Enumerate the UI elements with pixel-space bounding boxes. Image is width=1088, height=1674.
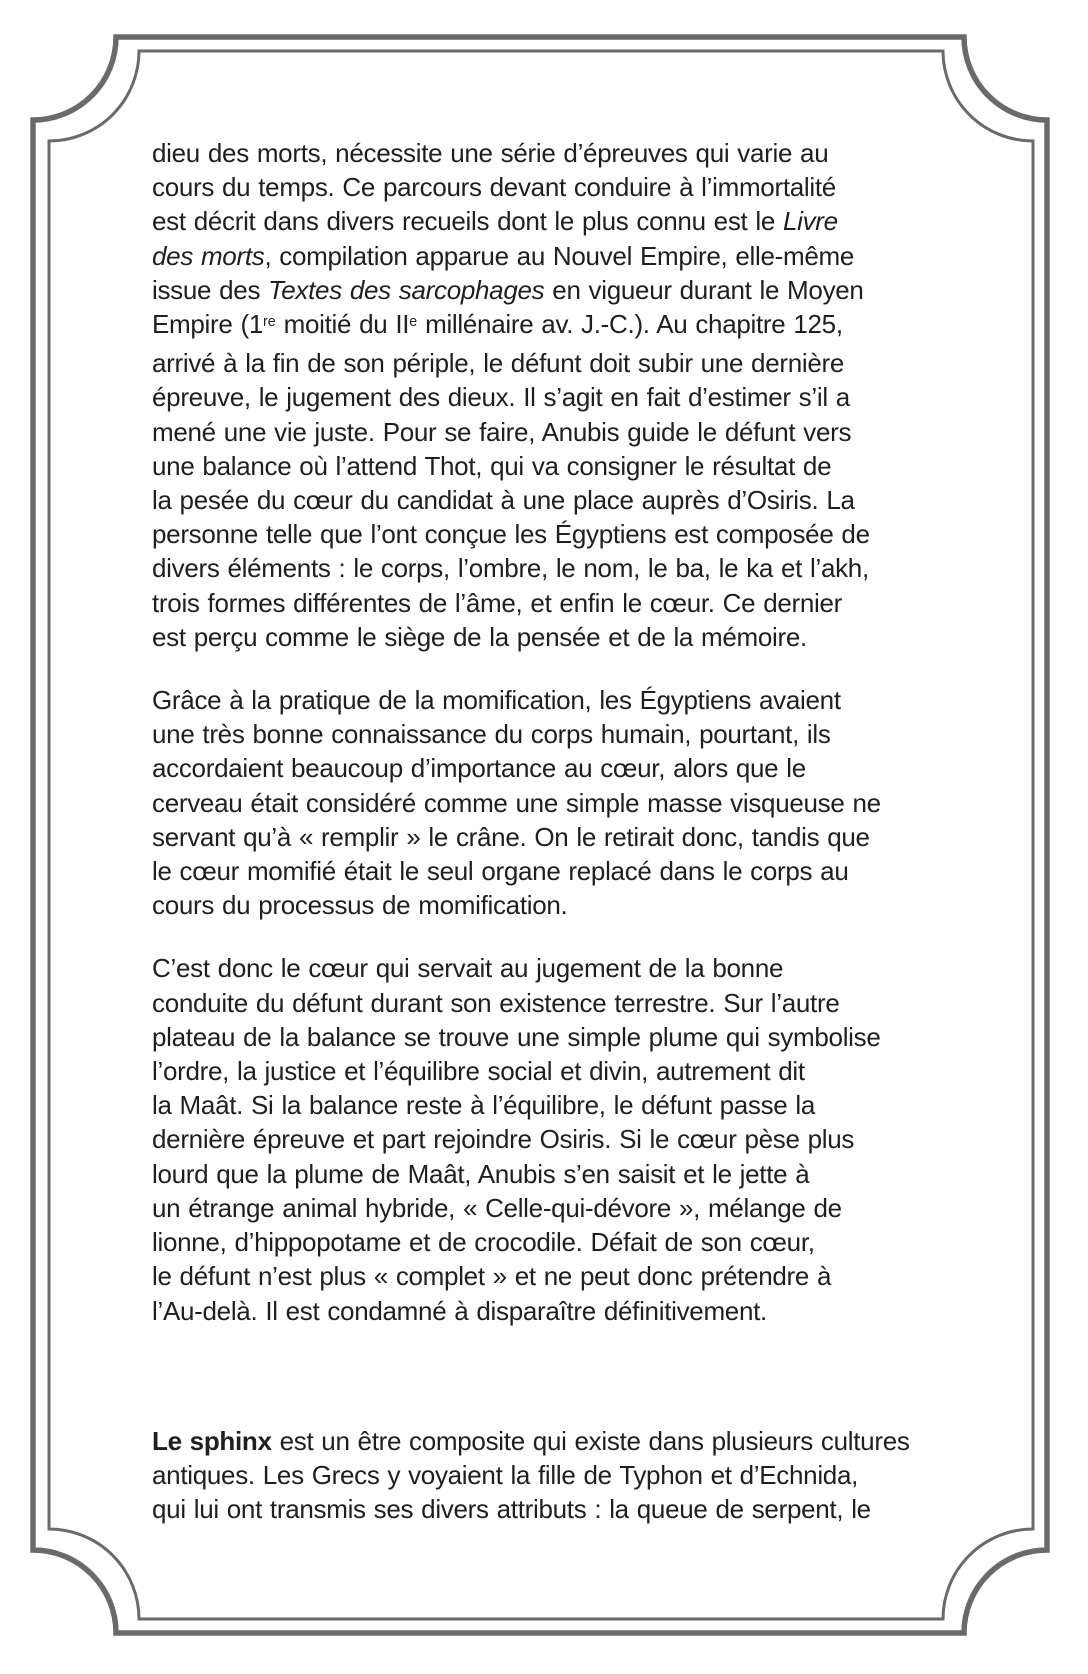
text-line: Grâce à la pratique de la momification, les Égyptiens avaient: [152, 685, 841, 716]
page-text: [152, 136, 964, 1526]
text-line: conduite du défunt durant son existence terrestre. Sur l’autre: [152, 987, 840, 1018]
text-line: cours du processus de momification.: [152, 890, 568, 921]
text-line: la pesée du cœur du candidat à une place auprès d’Osiris. La: [152, 485, 855, 516]
text-line: est décrit dans divers recueils dont le plus connu est le Livre: [152, 206, 838, 237]
paragraph-le-sphinx: [152, 1424, 964, 1527]
text-line: est perçu comme le siège de la pensée et de la mémoire.: [152, 621, 807, 652]
text-line: des morts, compilation apparue au Nouvel Empire, elle-même: [152, 240, 855, 271]
text-line: l’ordre, la justice et l’équilibre social et divin, autrement dit: [152, 1056, 805, 1087]
text-line: personne telle que l’ont conçue les Égyptiens est composée de: [152, 519, 870, 550]
text-line: un étrange animal hybride, « Celle-qui-dévore », mélange de: [152, 1192, 842, 1223]
text-line: le défunt n’est plus « complet » et ne peut donc prétendre à: [152, 1261, 832, 1292]
text-line: divers éléments : le corps, l’ombre, le nom, le ba, le ka et l’akh,: [152, 553, 869, 584]
text-line: une très bonne connaissance du corps humain, pourtant, ils: [152, 719, 831, 750]
paragraph-jugement-des-dieux: [152, 136, 964, 654]
text-line: dieu des morts, nécessite une série d’épreuves qui varie au: [152, 138, 829, 168]
text-line: une balance où l’attend Thot, qui va consigner le résultat de: [152, 450, 832, 481]
text-line: cours du temps. Ce parcours devant conduire à l’immortalité: [152, 172, 836, 203]
text-line: lionne, d’hippopotame et de crocodile. Défait de son cœur,: [152, 1227, 815, 1258]
text-line: mené une vie juste. Pour se faire, Anubis guide le défunt vers: [152, 416, 852, 447]
text-line: Empire (1re moitié du IIe millénaire av. J.-C.). Au chapitre 125,: [152, 309, 843, 340]
paragraph-momification: [152, 683, 964, 922]
text-line: l’Au-delà. Il est condamné à disparaître définitivement.: [152, 1295, 767, 1326]
text-line: le cœur momifié était le seul organe replacé dans le corps au: [152, 856, 849, 887]
text-line: épreuve, le jugement des dieux. Il s’agit en fait d’estimer s’il a: [152, 382, 850, 413]
text-line: accordaient beaucoup d’importance au cœur, alors que le: [152, 753, 806, 784]
text-line: Le sphinx est un être composite qui existe dans plusieurs cultures: [152, 1425, 910, 1456]
text-line: antiques. Les Grecs y voyaient la fille de Typhon et d’Echnida,: [152, 1459, 859, 1490]
text-line: trois formes différentes de l’âme, et enfin le cœur. Ce dernier: [152, 587, 843, 618]
text-line: la Maât. Si la balance reste à l’équilibre, le défunt passe la: [152, 1090, 816, 1121]
text-line: servant qu’à « remplir » le crâne. On le retirait donc, tandis que: [152, 821, 870, 852]
text-line: issue des Textes des sarcophages en vigueur durant le Moyen: [152, 274, 864, 305]
text-line: C’est donc le cœur qui servait au jugement de la bonne: [152, 953, 784, 984]
text-line: plateau de la balance se trouve une simple plume qui symbolise: [152, 1021, 881, 1052]
text-line: arrivé à la fin de son périple, le défunt doit subir une dernière: [152, 348, 845, 379]
text-line: cerveau était considéré comme une simple masse visqueuse ne: [152, 787, 881, 818]
paragraph-pesee-du-coeur: [152, 951, 964, 1327]
text-line: dernière épreuve et part rejoindre Osiris. Si le cœur pèse plus: [152, 1124, 855, 1155]
text-line: qui lui ont transmis ses divers attributs : la queue de serpent, le: [152, 1494, 871, 1525]
text-line: lourd que la plume de Maât, Anubis s’en saisit et le jette à: [152, 1158, 810, 1189]
